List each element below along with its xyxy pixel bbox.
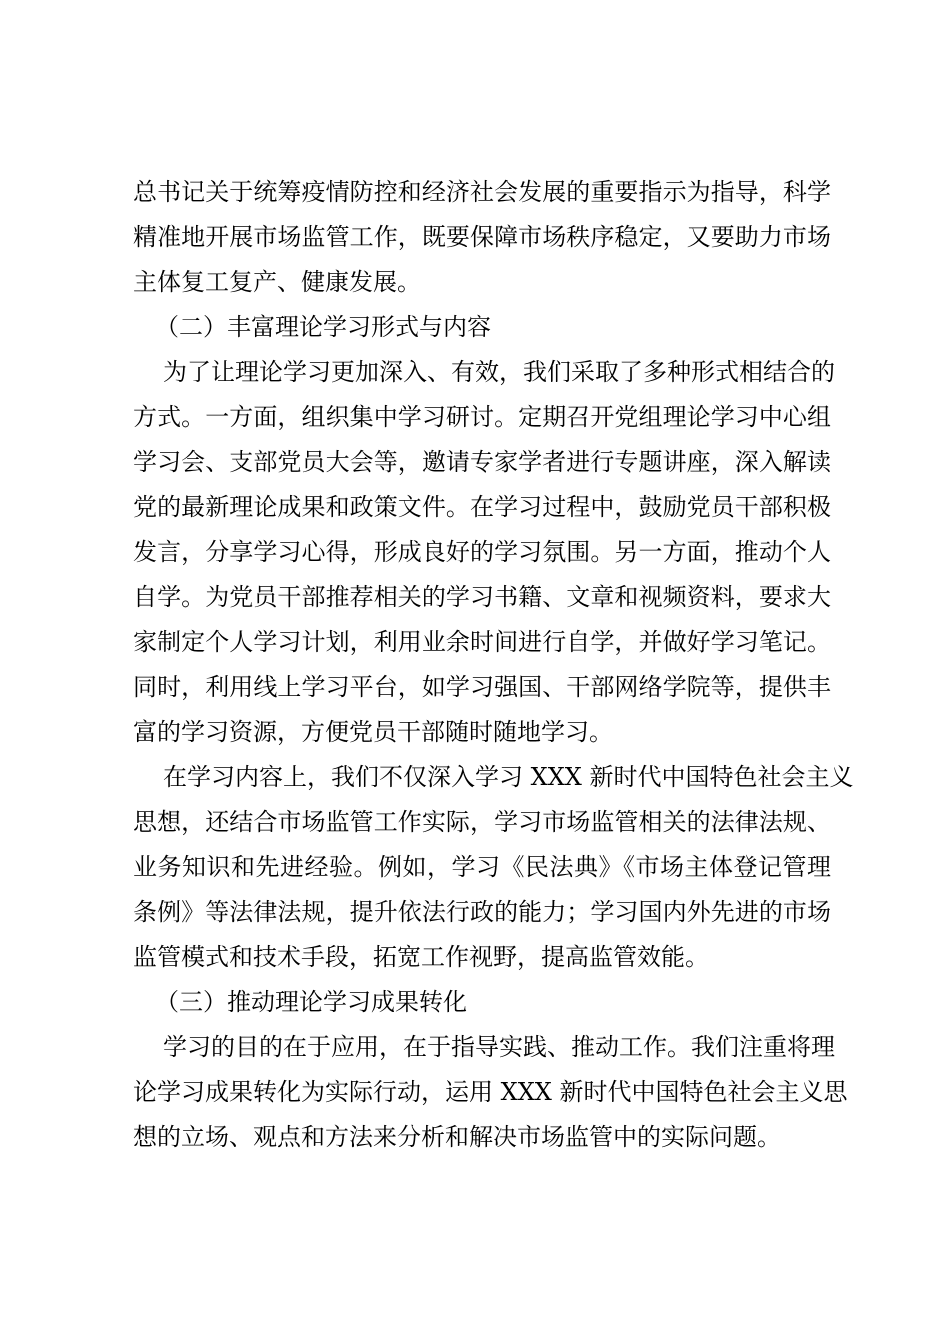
text-line: 家制定个人学习计划，利用业余时间进行自学，并做好学习笔记。 (133, 628, 831, 656)
text-line: 精准地开展市场监管工作，既要保障市场秩序稳定，又要助力市场 (133, 223, 831, 251)
section-heading: （二）丰富理论学习形式与内容 (155, 313, 491, 341)
text-line: 发言，分享学习心得，形成良好的学习氛围。另一方面，推动个人 (133, 538, 831, 566)
text-line: 条例》等法律法规，提升依法行政的能力；学习国内外先进的市场 (133, 898, 831, 926)
text-line: 想的立场、观点和方法来分析和解决市场监管中的实际问题。 (133, 1123, 781, 1151)
text-line: 在学习内容上，我们不仅深入学习 XXX 新时代中国特色社会主义 (163, 763, 854, 791)
text-line: 总书记关于统筹疫情防控和经济社会发展的重要指示为指导，科学 (133, 178, 831, 206)
text-line: 思想，还结合市场监管工作实际，学习市场监管相关的法律法规、 (133, 808, 831, 836)
text-line: 主体复工复产、健康发展。 (133, 268, 421, 296)
text-line: 学习会、支部党员大会等，邀请专家学者进行专题讲座，深入解读 (133, 448, 831, 476)
text-line: 同时，利用线上学习平台，如学习强国、干部网络学院等，提供丰 (133, 673, 831, 701)
text-line: 富的学习资源，方便党员干部随时随地学习。 (133, 718, 613, 746)
text-line: 党的最新理论成果和政策文件。在学习过程中，鼓励党员干部积极 (133, 493, 831, 521)
text-line: 业务知识和先进经验。例如，学习《民法典》《市场主体登记管理 (133, 853, 831, 881)
text-line: 论学习成果转化为实际行动，运用 XXX 新时代中国特色社会主义思 (133, 1078, 848, 1106)
text-line: 学习的目的在于应用，在于指导实践、推动工作。我们注重将理 (163, 1033, 835, 1061)
text-line: 为了让理论学习更加深入、有效，我们采取了多种形式相结合的 (163, 358, 835, 386)
text-line: 监管模式和技术手段，拓宽工作视野，提高监管效能。 (133, 943, 709, 971)
document-page (133, 170, 854, 1160)
section-heading: （三）推动理论学习成果转化 (155, 988, 467, 1016)
text-line: 自学。为党员干部推荐相关的学习书籍、文章和视频资料，要求大 (133, 583, 831, 611)
text-line: 方式。一方面，组织集中学习研讨。定期召开党组理论学习中心组 (133, 403, 831, 431)
